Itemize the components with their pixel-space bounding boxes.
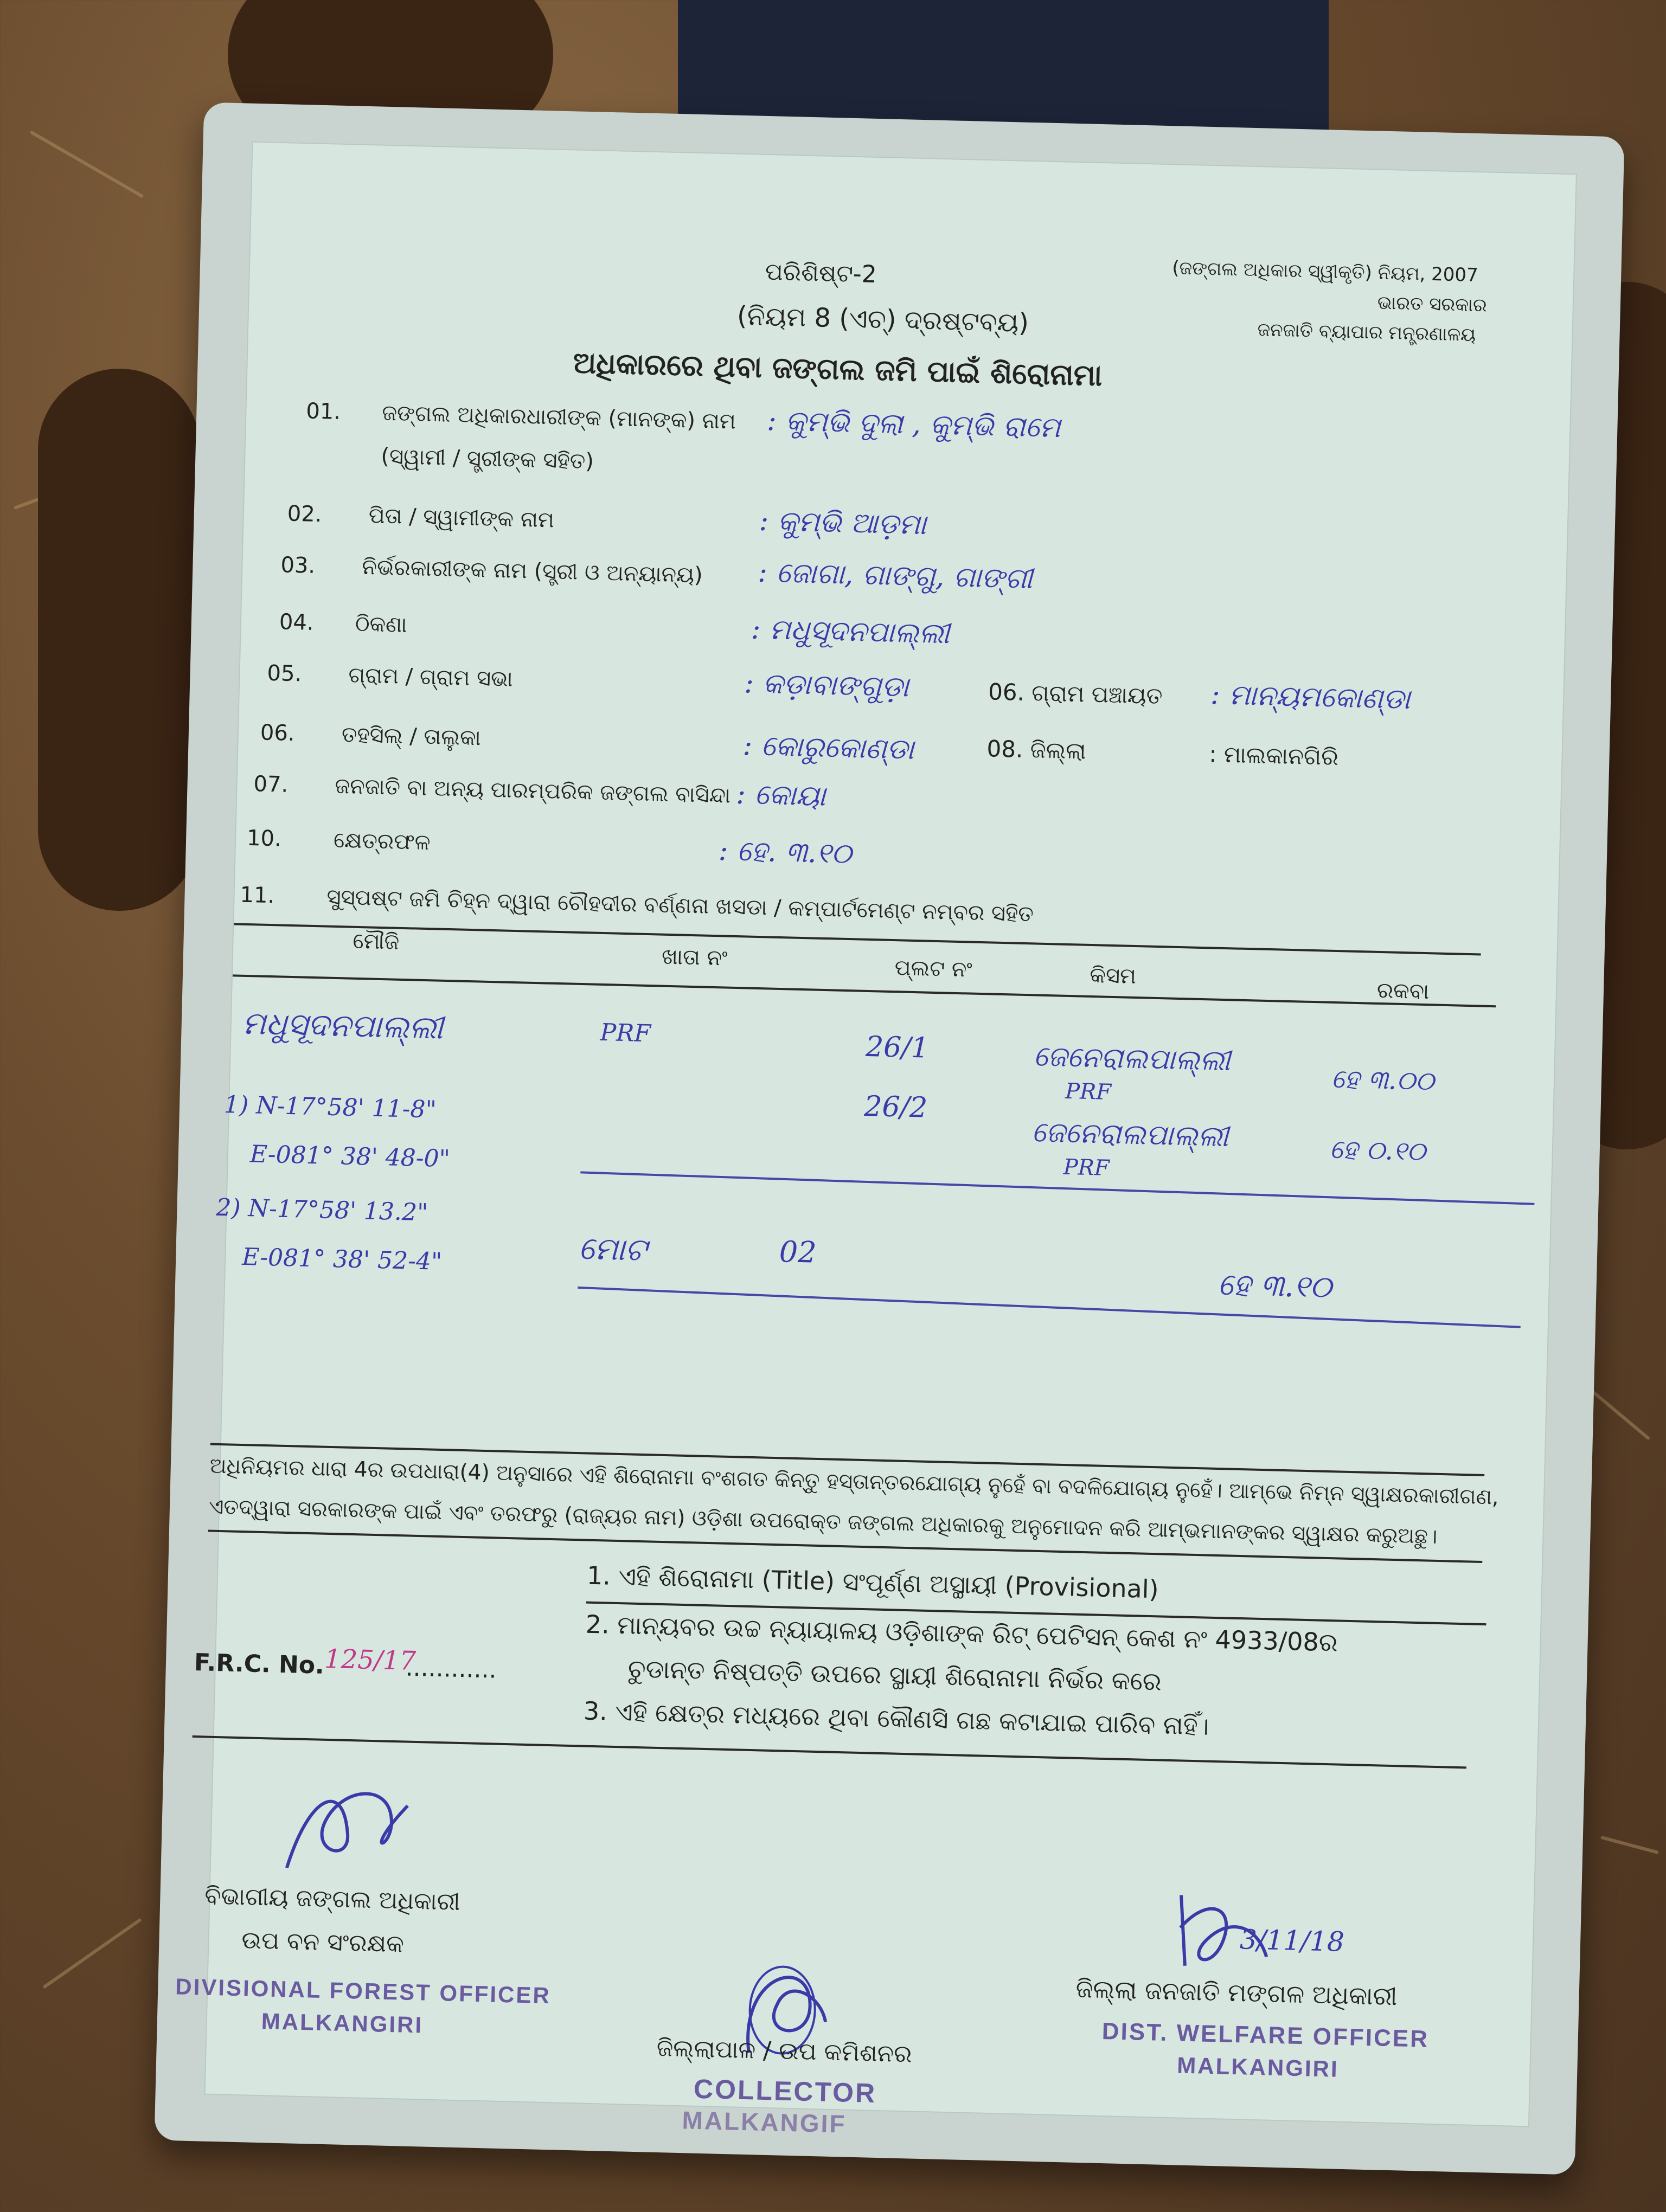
dfo-designation-2: ଉପ ବନ ସଂରକ୍ଷକ: [241, 1926, 405, 1958]
field-10-label: କ୍ଷେତ୍ରଫଳ: [333, 827, 431, 856]
row1-kisam: ଜେନେରାଲପାଲ୍ଲୀ: [1033, 1040, 1231, 1078]
col-header-plot: ପ୍ଲଟ ନଂ: [894, 955, 973, 982]
row2-plot: 26/2: [863, 1090, 928, 1124]
dwo-stamp-place: MALKANGIRI: [1176, 2052, 1340, 2082]
note-3: 3. ଏହି କ୍ଷେତ୍ର ମଧ୍ୟରେ ଥିବା କୌଣସି ଗଛ କଟାଯାଇ ପାରିବ ନାହିଁ।: [583, 1696, 1210, 1741]
field-10-number: 10.: [246, 825, 282, 852]
act-name: (ଜଙ୍ଗଲ ଅଧିକାର ସ୍ୱୀକୃତି) ନିୟମ, 2007: [1171, 257, 1479, 287]
dwo-sign-date: 3/11/18: [1239, 1924, 1345, 1958]
field-01-sub: (ସ୍ୱାମୀ / ସ୍ତ୍ରୀଙ୍କ ସହିତ): [380, 443, 594, 474]
field-08-value: : ମାଲକାନଗିରି: [1208, 741, 1339, 771]
field-03-value: : ଜୋଗା, ଗାଙ୍ଗୁ, ଗାଙ୍ଗୀ: [757, 556, 1033, 596]
row1-plot: 26/1: [865, 1030, 930, 1065]
field-04-label: ଠିକଣା: [355, 611, 408, 638]
ministry-name: ଜନଜାତି ବ୍ୟାପାର ମନ୍ତ୍ରଣାଳୟ: [1257, 319, 1476, 346]
rule-reference: (ନିୟମ 8 (ଏଚ୍) ଦ୍ରଷ୍ଟବ୍ୟ): [736, 300, 1029, 338]
field-10-value: : ହେ. ୩.୧୦: [718, 834, 853, 871]
field-06-label: ତହସିଲ୍ / ତାଲୁକା: [341, 722, 482, 751]
table-header-rule: [233, 974, 1496, 1007]
total-label: ମୋଟ: [578, 1230, 648, 1269]
declaration-line-1: ଅଧିନିୟମର ଧାରା 4ର ଉପଧାରା(4) ଅନୁସାରେ ଏହି ଶିରୋନାମା ବଂଶଗତ କିନ୍ତୁ ହସ୍ତାନ୍ତରଯୋଗ୍ୟ ନୁହେଁ ବା ବଦଳିଯୋଗ୍ୟ ନୁହେଁ। ଆମ୍ଭେ ନିମ୍ନ ସ୍ୱାକ୍ଷରକାରୀଗଣ,: [209, 1454, 1499, 1510]
title-certificate: [175, 142, 1577, 2138]
field-05-label: ଗ୍ରାମ / ଗ୍ରାମ ସଭା: [348, 663, 514, 692]
gps-coord-2e: E-081° 38' 52-4": [241, 1243, 443, 1276]
field-04-number: 04.: [279, 609, 315, 635]
laminated-sheet: [154, 102, 1624, 2175]
field-01-label: ଜଙ୍ଗଲ ଅଧିକାରଧାରୀଙ୍କ (ମାନଙ୍କ) ନାମ: [381, 400, 736, 434]
field-11-label: ସୁସ୍ପଷ୍ଟ ଜମି ଚିହ୍ନ ଦ୍ୱାରା ଚୌହଦୀର ବର୍ଣ୍ଣନା ଖସଡା / କମ୍ପାର୍ଟମେଣ୍ଟ ନମ୍ବର ସହିତ: [326, 884, 1034, 927]
field-07-label: ଜନଜାତି ବା ଅନ୍ୟ ପାରମ୍ପରିକ ଜଙ୍ଗଲ ବାସିନ୍ଦା: [335, 773, 731, 808]
gps-coord-1n: 1) N-17°58' 11-8": [223, 1091, 437, 1124]
dfo-stamp: DIVISIONAL FOREST OFFICER: [175, 1973, 552, 2009]
total-count: 02: [779, 1234, 817, 1270]
field-01-value: : କୁମ୍ଭି ଦୁଲା , କୁମ୍ଭି ରାମେ: [766, 404, 1061, 445]
ground-texture: [1600, 1836, 1659, 1854]
field-05-number: 05.: [267, 660, 302, 687]
total-area: ହେ ୩.୧୦: [1217, 1266, 1332, 1305]
field-11-number: 11.: [240, 882, 275, 909]
field-06-number: 06.: [260, 720, 296, 746]
frc-number: 125/17: [324, 1643, 416, 1676]
row2-kisam-sub: PRF: [1063, 1154, 1110, 1181]
dwo-stamp: DIST. WELFARE OFFICER: [1101, 2018, 1430, 2053]
khata-value: PRF: [599, 1018, 651, 1048]
frc-dots: ............: [405, 1654, 497, 1684]
dfo-designation: ବିଭାଗୀୟ ଜଙ୍ଗଲ ଅଧିକାରୀ: [204, 1882, 461, 1917]
field-05-value: : କଡ଼ାବାଙ୍ଗୁଡ଼ା: [744, 667, 909, 704]
gps-coord-1e: E-081° 38' 48-0": [249, 1140, 451, 1173]
field-06a-value: : ମାନ୍ୟମକୋଣ୍ଡା: [1210, 678, 1411, 716]
table-top-rule: [234, 923, 1481, 955]
dfo-signature: [275, 1770, 419, 1893]
field-02-value: : କୁମ୍ଭି ଆଡ଼ମା: [759, 504, 927, 542]
field-02-label: ପିତା / ସ୍ୱାମୀଙ୍କ ନାମ: [368, 503, 555, 533]
col-header-kisam: କିସମ: [1089, 962, 1137, 989]
col-header-area: ରକବା: [1376, 978, 1430, 1005]
row2-area: ହେ ୦.୧୦: [1329, 1134, 1426, 1167]
note-2: 2. ମାନ୍ୟବର ଉଚ୍ଚ ନ୍ୟାୟାଳୟ ଓଡ଼ିଶାଙ୍କ ରିଟ୍ ପେଟିସନ୍ କେଶ ନଂ 4933/08ର: [585, 1609, 1338, 1657]
field-02-number: 02.: [287, 501, 322, 528]
frc-label: F.R.C. No.: [194, 1648, 325, 1680]
field-07-number: 07.: [253, 771, 289, 798]
gps-coord-2n: 2) N-17°58' 13.2": [215, 1193, 428, 1227]
row2-kisam: ଜେନେରାଲପାଲ୍ଲୀ: [1031, 1116, 1229, 1154]
field-03-number: 03.: [280, 552, 316, 578]
left-hand: [38, 369, 201, 911]
field-03-label: ନିର୍ଭରକାରୀଙ୍କ ନାମ (ସ୍ତ୍ରୀ ଓ ଅନ୍ୟାନ୍ୟ): [361, 554, 703, 588]
field-01-number: 01.: [305, 398, 341, 425]
pen-rule: [580, 1171, 1534, 1205]
dwo-designation: ଜିଲ୍ଲା ଜନଜାତି ମଙ୍ଗଳ ଅଧିକାରୀ: [1075, 1973, 1398, 2011]
note-1: 1. ଏହି ଶିରୋନାମା (Title) ସଂପୂର୍ଣ୍ଣ ଅସ୍ଥାୟୀ (Provisional): [586, 1560, 1159, 1604]
ground-texture: [42, 1918, 142, 1989]
row1-area: ହେ ୩.୦୦: [1331, 1063, 1435, 1097]
field-06-value: : କୋରୁକୋଣ୍ଡା: [742, 729, 915, 766]
govt-name: ଭାରତ ସରକାର: [1377, 292, 1488, 317]
pen-rule: [578, 1287, 1521, 1328]
col-header-mouza: ମୌଜି: [353, 928, 400, 955]
col-header-khata: ଖାତା ନଂ: [661, 944, 728, 971]
note-2-cont: ଚୁଡାନ୍ତ ନିଷ୍ପତ୍ତି ଉପରେ ସ୍ଥାୟୀ ଶିରୋନାମା ନିର୍ଭର କରେ: [627, 1654, 1162, 1696]
declaration-line-2: ଏତଦ୍ୱାରା ସରକାରଙ୍କ ପାଇଁ ଏବଂ ତରଫରୁ (ରାଜ୍ୟର ନାମ) ଓଡ଼ିଶା ଉପରୋକ୍ତ ଜଙ୍ଗଲ ଅଧିକାରକୁ ଅନୁମୋଦନ କରି ଆମ୍ଭମାନଙ୍କର ସ୍ୱାକ୍ଷର କରୁଅଛୁ।: [208, 1494, 1438, 1549]
field-08-label: 08. ଜିଲ୍ଲା: [986, 735, 1087, 764]
field-07-value: : କୋୟା: [735, 777, 826, 813]
field-04-value: : ମଧୁସୂଦନପାଲ୍ଲୀ: [751, 613, 950, 651]
mouza-value: ମଧୁସୂଦନପାଲ୍ଲୀ: [242, 1004, 444, 1046]
collector-designation: ଜିଲ୍ଲାପାଳ / ଉପ କମିଶନର: [656, 2034, 913, 2068]
dfo-stamp-place: MALKANGIRI: [261, 2008, 424, 2038]
ground-texture: [30, 130, 144, 198]
annexure-label: ପରିଶିଷ୍ଟ-2: [765, 258, 877, 288]
collector-stamp: COLLECTOR: [693, 2073, 877, 2108]
row1-kisam-sub: PRF: [1065, 1078, 1112, 1105]
collector-stamp-place: MALKANGIF: [682, 2106, 847, 2138]
field-06a-label: 06. ଗ୍ରାମ ପଞ୍ଚାୟତ: [988, 678, 1163, 710]
notes-bottom-rule: [193, 1735, 1466, 1769]
page-title: ଅଧିକାରରେ ଥିବା ଜଙ୍ଗଲ ଜମି ପାଇଁ ଶିରୋନାମା: [573, 345, 1103, 393]
